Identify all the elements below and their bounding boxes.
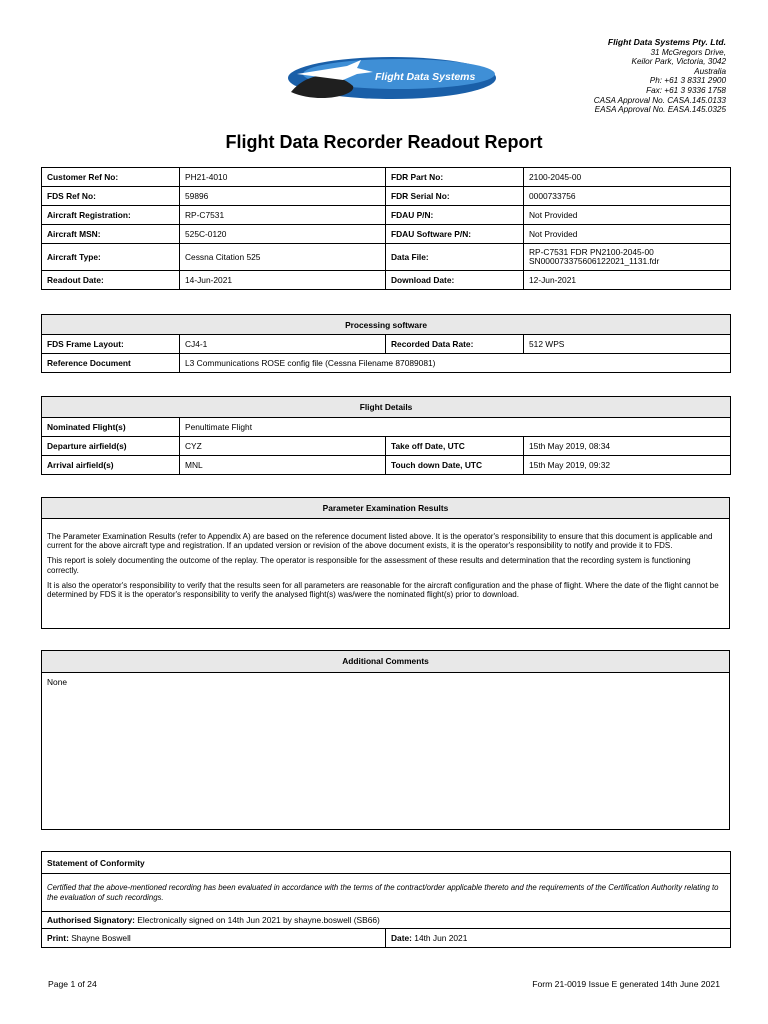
arrival-label: Arrival airfield(s) xyxy=(42,456,180,475)
date-cell xyxy=(386,929,731,948)
fdau-software-label: FDAU Software P/N: xyxy=(386,225,524,244)
company-casa-approval: CASA Approval No. CASA.145.0133 xyxy=(593,95,726,105)
conformity-header: Statement of Conformity xyxy=(42,852,731,874)
takeoff-value: 15th May 2019, 08:34 xyxy=(524,437,731,456)
conformity-table xyxy=(41,851,731,948)
form-reference: Form 21-0019 Issue E generated 14th June 2021 xyxy=(532,979,720,989)
company-phone: Ph: +61 3 8331 2900 xyxy=(649,76,726,86)
nominated-flight-label: Nominated Flight(s) xyxy=(42,418,180,437)
table-row xyxy=(42,929,731,948)
additional-comments-text: None xyxy=(47,677,68,687)
fds-ref-label: FDS Ref No: xyxy=(42,187,180,206)
flight-details-table xyxy=(41,396,731,475)
company-logo xyxy=(287,52,497,106)
table-row xyxy=(42,187,731,206)
aircraft-type-label: Aircraft Type: xyxy=(42,244,180,271)
parameter-results-header: Parameter Examination Results xyxy=(42,498,729,519)
company-name: Flight Data Systems Pty. Ltd. xyxy=(607,37,726,47)
table-row xyxy=(42,437,731,456)
frame-layout-label: FDS Frame Layout: xyxy=(42,335,180,354)
table-row xyxy=(42,397,731,418)
fdau-pn-label: FDAU P/N: xyxy=(386,206,524,225)
parameter-results-paragraph: The Parameter Examination Results (refer to Appendix A) are based on the reference document listed above. It is the operator's responsibility to ensure that this document is applicable and current for the above aircraft type and registration. If an updated version or revision of the above document exists, it is the operator's responsibility to notify and provide it to FDS. xyxy=(47,532,713,551)
table-row xyxy=(42,271,731,290)
additional-comments-header: Additional Comments xyxy=(42,651,729,673)
company-country: Australia xyxy=(694,66,726,76)
signatory-value: Electronically signed on 14th Jun 2021 by shayne.boswell (SB66) xyxy=(137,915,380,925)
table-row xyxy=(42,852,731,874)
departure-label: Departure airfield(s) xyxy=(42,437,180,456)
date-label: Date: xyxy=(391,933,412,943)
fds-ref-value: 59896 xyxy=(180,187,386,206)
data-rate-label: Recorded Data Rate: xyxy=(386,335,524,354)
parameter-results-paragraph: It is also the operator's responsibility to verify that the results seen for all parameters are reasonable for the aircraft configuration and the phase of flight. Where the date of the flight cannot be determined by FDS it is the operator's responsibility to verify the analysed flight(s) was/were the nominated flight(s) prior to download. xyxy=(47,580,719,600)
table-row xyxy=(42,912,731,929)
parameter-results-paragraph: This report is solely documenting the outcome of the replay. The operator is responsible for the assessment of these results and determination that the recording system is functioning correctly. xyxy=(47,556,691,575)
date-value: 14th Jun 2021 xyxy=(414,933,468,943)
signatory-cell xyxy=(42,912,731,929)
touchdown-value: 15th May 2019, 09:32 xyxy=(524,456,731,475)
reference-document-label: Reference Document xyxy=(42,354,180,373)
departure-value: CYZ xyxy=(180,437,386,456)
print-cell xyxy=(42,929,386,948)
table-row xyxy=(42,354,731,373)
aircraft-type-value: Cessna Citation 525 xyxy=(180,244,386,271)
nominated-flight-value: Penultimate Flight xyxy=(180,418,731,437)
print-label: Print: xyxy=(47,933,69,943)
msn-label: Aircraft MSN: xyxy=(42,225,180,244)
download-date-value: 12-Jun-2021 xyxy=(524,271,731,290)
data-file-value xyxy=(524,244,731,271)
fdau-software-value: Not Provided xyxy=(524,225,731,244)
company-fax: Fax: +61 3 9336 1758 xyxy=(646,85,726,95)
signatory-label: Authorised Signatory: xyxy=(47,915,135,925)
processing-software-table xyxy=(41,314,731,373)
table-row xyxy=(42,456,731,475)
touchdown-label: Touch down Date, UTC xyxy=(386,456,524,475)
fdr-serial-value: 0000733756 xyxy=(524,187,731,206)
company-address-line1: 31 McGregors Drive, xyxy=(650,47,726,57)
data-file-line1: RP-C7531 FDR PN2100-2045-00 xyxy=(529,247,654,257)
table-row xyxy=(42,315,731,335)
fdr-part-value: 2100-2045-00 xyxy=(524,168,731,187)
company-easa-approval: EASA Approval No. EASA.145.0325 xyxy=(594,105,726,115)
logo-text: Flight Data Systems xyxy=(375,71,476,83)
additional-comments-section xyxy=(41,650,730,830)
aircraft-details-table xyxy=(41,167,731,290)
table-row xyxy=(42,206,731,225)
flight-details-header: Flight Details xyxy=(42,397,731,418)
download-date-label: Download Date: xyxy=(386,271,524,290)
data-file-line2: SN000073375606122021_1131.fdr xyxy=(529,256,660,266)
readout-date-label: Readout Date: xyxy=(42,271,180,290)
page-title: Flight Data Recorder Readout Report xyxy=(225,132,543,152)
print-value: Shayne Boswell xyxy=(71,933,131,943)
table-row xyxy=(42,225,731,244)
customer-ref-value: PH21-4010 xyxy=(180,168,386,187)
table-row xyxy=(42,418,731,437)
reference-document-value: L3 Communications ROSE config file (Cessna Filename 87089081) xyxy=(180,354,731,373)
parameter-results-body xyxy=(42,519,729,599)
customer-ref-label: Customer Ref No: xyxy=(42,168,180,187)
registration-value: RP-C7531 xyxy=(180,206,386,225)
conformity-statement: Certified that the above-mentioned recording has been evaluated in accordance with the terms of the contract/order applicable thereto and the requirements of the Certification Authority relating to the evaluation of such recordings. xyxy=(42,874,731,912)
processing-software-header: Processing software xyxy=(42,315,731,335)
company-address-line2: Keilor Park, Victoria, 3042 xyxy=(631,57,726,67)
registration-label: Aircraft Registration: xyxy=(42,206,180,225)
fdau-pn-value: Not Provided xyxy=(524,206,731,225)
parameter-results-section xyxy=(41,497,730,629)
table-row xyxy=(42,244,731,271)
readout-date-value: 14-Jun-2021 xyxy=(180,271,386,290)
company-address-block xyxy=(594,38,726,115)
table-row xyxy=(42,168,731,187)
page-number: Page 1 of 24 xyxy=(48,979,97,989)
msn-value: 525C-0120 xyxy=(180,225,386,244)
fdr-part-label: FDR Part No: xyxy=(386,168,524,187)
frame-layout-value: CJ4-1 xyxy=(180,335,386,354)
arrival-value: MNL xyxy=(180,456,386,475)
table-row xyxy=(42,335,731,354)
data-rate-value: 512 WPS xyxy=(524,335,731,354)
table-row xyxy=(42,874,731,912)
takeoff-label: Take off Date, UTC xyxy=(386,437,524,456)
data-file-label: Data File: xyxy=(386,244,524,271)
fdr-serial-label: FDR Serial No: xyxy=(386,187,524,206)
